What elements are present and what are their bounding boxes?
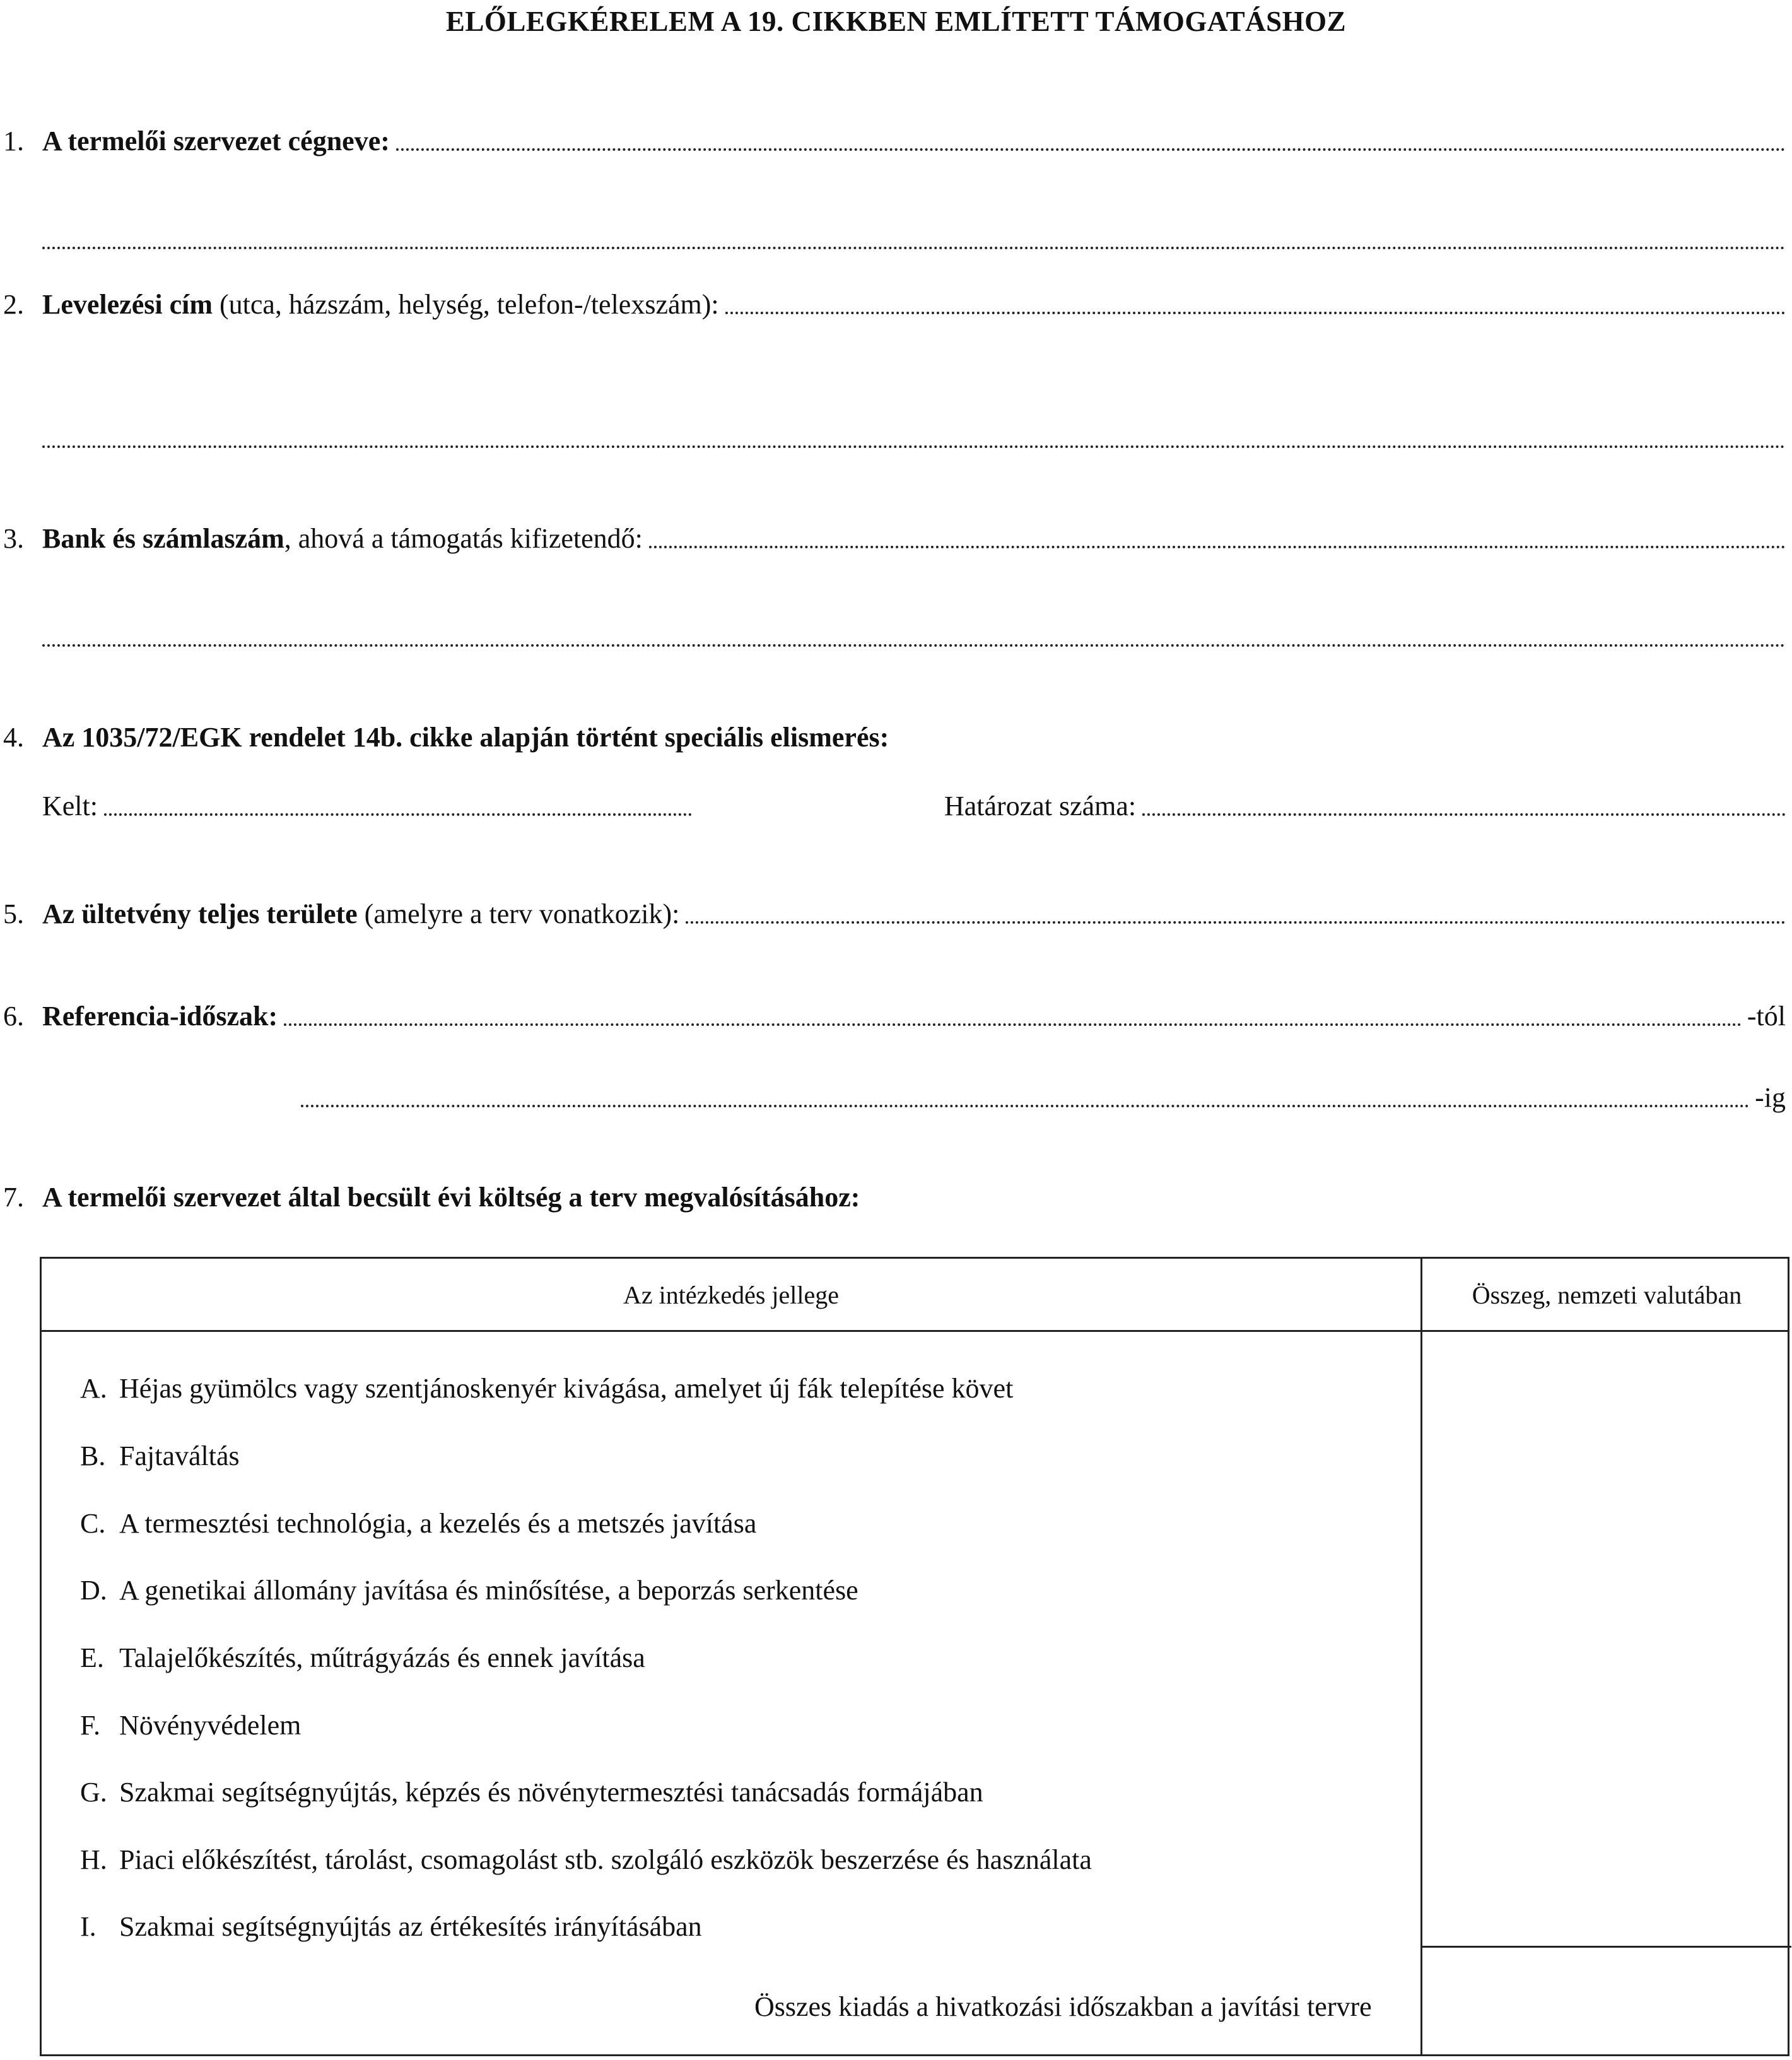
item-label: Levelezési cím [42, 289, 213, 320]
row-text: Héjas gyümölcs vagy szentjánoskenyér kivágása, amelyet új fák telepítése követ [119, 1373, 1014, 1404]
fill-line[interactable] [301, 1105, 1750, 1107]
kelt-field [42, 790, 692, 822]
fill-line[interactable] [284, 1023, 1742, 1026]
fill-line[interactable] [396, 148, 1786, 151]
item-number: 7. [3, 1182, 24, 1213]
table-row [80, 1440, 240, 1472]
item-6-to-line [301, 1081, 1786, 1114]
item-label: Referencia-időszak: [42, 1001, 278, 1032]
row-letter: B. [80, 1440, 106, 1471]
item-1-company-name [3, 125, 1786, 157]
item-4-special-recognition [3, 721, 1786, 753]
kelt-label: Kelt: [42, 791, 98, 821]
row-text: A termesztési technológia, a kezelés és a metszés javítása [119, 1508, 757, 1539]
row-text: Fajtaváltás [119, 1440, 240, 1471]
decision-number-label: Határozat száma: [944, 791, 1137, 821]
item-2-postal-address [3, 288, 1786, 321]
item-number: 4. [3, 722, 24, 753]
item-label: Az 1035/72/EGK rendelet 14b. cikke alapján történt speciális elismerés: [42, 722, 889, 753]
item-label: Az ültetvény teljes területe [42, 898, 358, 929]
table-row [80, 1709, 301, 1741]
row-letter: G. [80, 1777, 107, 1808]
row-letter: A. [80, 1373, 107, 1404]
column-header-amount: Összeg, nemzeti valutában [1472, 1281, 1742, 1309]
row-text: A genetikai állomány javítása és minősítése, a beporzás serkentése [119, 1575, 858, 1606]
fill-line[interactable] [1142, 813, 1786, 816]
item-7-estimated-cost [3, 1181, 1786, 1213]
cost-table [40, 1257, 1789, 2056]
table-row [80, 1844, 1092, 1876]
table-row [80, 1776, 983, 1808]
column-header-measure: Az intézkedés jellege [623, 1281, 840, 1309]
item-2-continuation [42, 423, 1786, 454]
item-number: 6. [3, 1001, 24, 1032]
total-expenditure-label: Összes kiadás a hivatkozási időszakban a javítási tervre [754, 1991, 1372, 2022]
item-label: A termelői szervezet cégneve: [42, 126, 390, 156]
row-letter: D. [80, 1575, 107, 1606]
fill-line[interactable] [649, 546, 1786, 548]
table-row [80, 1507, 756, 1539]
row-text: Szakmai segítségnyújtás, képzés és növénytermesztési tanácsadás formájában [119, 1777, 983, 1808]
total-amount-cell[interactable] [1422, 1948, 1791, 2055]
fill-line[interactable] [42, 445, 1786, 448]
fill-line[interactable] [42, 644, 1786, 647]
item-3-bank-account [3, 522, 1786, 555]
row-text: Szakmai segítségnyújtás az értékesítés irányításában [119, 1911, 702, 1942]
fill-line[interactable] [42, 247, 1786, 249]
item-6-reference-period [3, 1000, 1786, 1032]
row-text: Talajelőkészítés, műtrágyázás és ennek javítása [119, 1642, 645, 1673]
fill-line[interactable] [725, 312, 1786, 314]
decision-number-field [944, 790, 1786, 822]
row-letter: F. [80, 1710, 100, 1741]
page-title: ELŐLEGKÉRELEM A 19. CIKKBEN EMLÍTETT TÁMOGATÁSHOZ [445, 6, 1347, 37]
row-letter: I. [80, 1911, 97, 1942]
to-suffix: -ig [1755, 1082, 1786, 1113]
item-label: Bank és számlaszám [42, 523, 284, 554]
fill-line[interactable] [686, 921, 1786, 924]
item-description: (amelyre a terv vonatkozik): [357, 898, 680, 929]
item-number: 5. [3, 898, 24, 929]
item-description: , ahová a támogatás kifizetendő: [284, 523, 643, 554]
table-row [80, 1372, 1013, 1404]
row-letter: C. [80, 1508, 106, 1539]
fill-line[interactable] [104, 813, 692, 816]
item-label: A termelői szervezet által becsült évi költség a terv megvalósításához: [42, 1182, 860, 1213]
item-number: 2. [3, 289, 24, 320]
item-number: 3. [3, 523, 24, 554]
row-text: Piaci előkészítést, tárolást, csomagolást stb. szolgáló eszközök beszerzése és használata [119, 1844, 1092, 1875]
item-1-continuation [42, 224, 1786, 256]
item-number: 1. [3, 126, 24, 156]
item-3-continuation [42, 621, 1786, 653]
row-letter: H. [80, 1844, 107, 1875]
table-row [80, 1910, 702, 1943]
row-text: Növényvédelem [119, 1710, 302, 1741]
from-suffix: -tól [1747, 1001, 1786, 1032]
item-description: (utca, házszám, helység, telefon-/telexszám): [212, 289, 719, 320]
amount-cell[interactable] [1422, 1332, 1791, 1946]
row-letter: E. [80, 1642, 104, 1673]
item-5-plantation-area [3, 898, 1786, 930]
table-row [80, 1642, 645, 1674]
table-row [80, 1574, 858, 1606]
